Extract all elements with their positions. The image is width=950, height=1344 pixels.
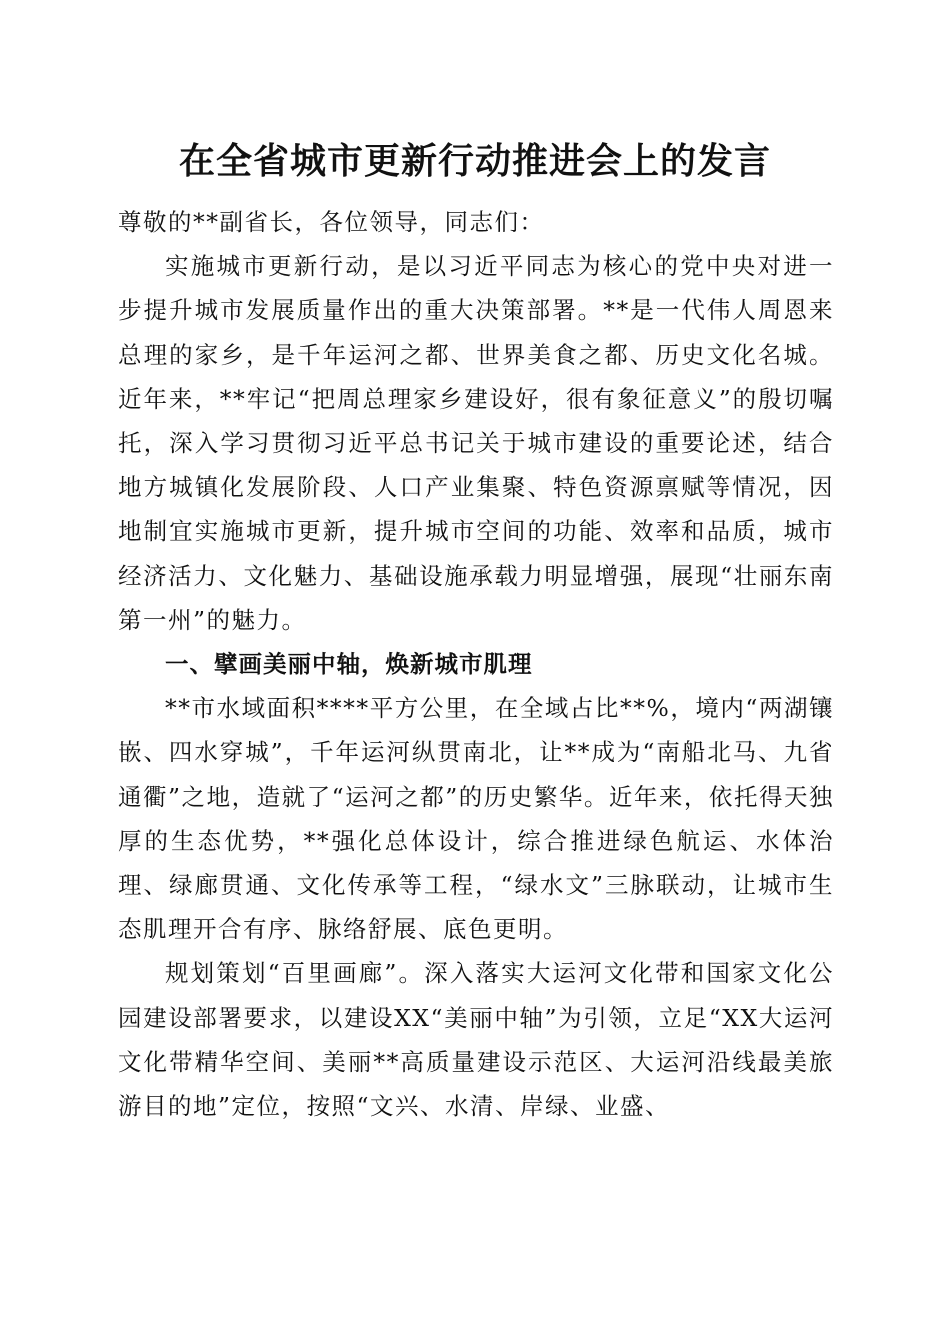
section-paragraph-2: 规划策划“百里画廊”。深入落实大运河文化带和国家文化公园建设部署要求，以建设XX“美丽中轴”为引领，立足“XX大运河文化带精华空间、美丽**高质量建设示范区、大运河沿线最美旅游目的地”定位，按照“文兴、水清、岸绿、业盛、 xyxy=(118,959,834,1121)
document-title: 在全省城市更新行动推进会上的发言 xyxy=(178,140,771,182)
section-paragraph-1: **市水域面积****平方公里，在全域占比**%，境内“两湖镶嵌、四水穿城”，千年运河纵贯南北，让**成为“南船北马、九省通衢”之地，造就了“运河之都”的历史繁华。近年来，依托得天独厚的生态优势，**强化总体设计，综合推进绿色航运、水体治理、绿廊贯通、文化传承等工程，“绿水文”三脉联动，让城市生态肌理开合有序、脉络舒展、底色更明。 xyxy=(118,694,834,944)
document-body xyxy=(118,200,834,1128)
section-heading: 一、擘画美丽中轴，焕新城市肌理 xyxy=(165,650,533,679)
intro-paragraph: 实施城市更新行动，是以习近平同志为核心的党中央对进一步提升城市发展质量作出的重大决策部署。**是一代伟人周恩来总理的家乡，是千年运河之都、世界美食之都、历史文化名城。近年来，**牢记“把周总理家乡建设好，很有象征意义”的殷切嘱托，深入学习贯彻习近平总书记关于城市建设的重要论述，结合地方城镇化发展阶段、人口产业集聚、特色资源禀赋等情况，因地制宜实施城市更新，提升城市空间的功能、效率和品质，城市经济活力、文化魅力、基础设施承载力明显增强，展现“壮丽东南第一州”的魅力。 xyxy=(118,252,834,634)
salutation: 尊敬的**副省长，各位领导，同志们： xyxy=(118,208,545,236)
